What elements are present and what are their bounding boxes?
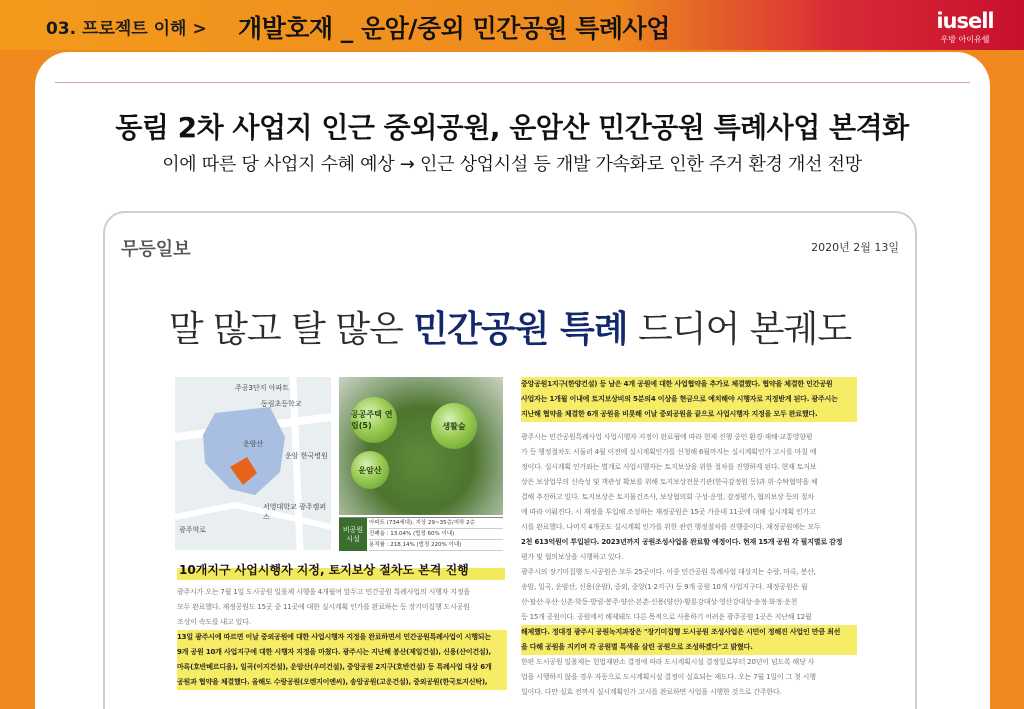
article-line-highlighted: 을 다해 공원을 지키며 각 공원별 특색을 살린 공원으로 조성하겠다"고 밝혔다. xyxy=(521,640,857,655)
title-suffix: 드디어 본궤도 xyxy=(638,309,852,350)
article-line: 산·팔산·우산·신촌·학동·방림·봉주·양산·본촌·신용(양산)·황룡강대상·영산강대상·송정·화정·운천 xyxy=(521,598,798,606)
divider xyxy=(55,82,970,83)
article-line: 광주시가 오는 7월 1일 도시공원 일몰제 시행을 4개월여 앞두고 민간공원 특례사업의 시행자 지정을 xyxy=(177,588,470,596)
article-line-bold: 2천 613억원이 투입된다. 2023년까지 공원조성사업을 완료할 예정이다. 현재 15개 공원 각 필지별로 감정 xyxy=(521,538,843,546)
article-line-highlighted: 마륵(호반베르디움), 일곡(이지건설), 운암산(우미건설), 중앙공원 2지구(호반건설) 등 특례사업 대상 6개 xyxy=(177,660,507,675)
logo-subtext: 우방 아이유쉘 xyxy=(940,35,990,44)
map-label: 운암산 xyxy=(243,440,264,448)
spec-tag: 비공원 시설 xyxy=(339,518,367,551)
section-title: 개발호재 _ 운암/중외 민간공원 특례사업 xyxy=(238,14,670,43)
title-prefix: 말 많고 탈 많은 xyxy=(168,309,403,350)
article-line-highlighted: 지난해 협약을 체결한 6개 공원을 비롯해 이날 중외공원을 끝으로 사업시행자 지정을 모두 완료했다. xyxy=(521,407,857,422)
article-line: 모두 완료했다. 재정공원도 15곳 중 11곳에 대한 실시계획 인가를 완료하는 등 장기미집행 도시공원 xyxy=(177,603,470,611)
article-line: 에 따라 이뤄진다. 시 재정을 투입해 조성하는 재정공원은 15곳 가운데 11곳에 대해 실시계획 인가고 xyxy=(521,508,816,516)
page-subheadline: 이에 따른 당 사업지 수혜 예상 → 인근 상업시설 등 개발 가속화로 인한 주거 환경 개선 전망 xyxy=(162,154,862,175)
article-line: 광주시는 민간공원특례사업 사업시행자 지정이 완료됨에 따라 현재 진행 중인 환경·재해·교통영향평 xyxy=(521,433,813,441)
article-line: 등 15개 공원이다. 공원에서 해제돼도 다른 목적으로 사용하기 어려운 광주공원 1곳은 지난해 12월 xyxy=(521,613,812,621)
article-line: 평가 및 협의보상을 시행하고 있다. xyxy=(521,553,623,561)
map-label: 서영대학교 광주캠퍼스 xyxy=(263,503,327,521)
article-subhead: 10개지구 사업시행자 지정, 토지보상 절차도 본격 진행 xyxy=(177,560,505,580)
article-line: 광주시의 장기미집행 도시공원은 모두 25곳이다. 이중 민간공원 특례사업 대상지는 수랑, 마륵, 봉산, xyxy=(521,568,816,576)
logo-wordmark: iusell xyxy=(936,9,994,33)
article-line: 일이다. 다만 실효 전까지 실시계획인가 고시를 완료하면 사업을 시행한 것으로 간주한다. xyxy=(521,688,782,696)
article-right-column xyxy=(521,377,857,700)
article-title xyxy=(105,301,915,352)
spec-row: 용적률 : 218.14% (법정 220% 이내) xyxy=(369,540,503,551)
title-highlight: 민간공원 특례 xyxy=(413,309,628,350)
article-line-highlighted: 중앙공원1지구(한양건설) 등 남은 4개 공원에 대한 사업협약을 추가로 체결했다. 협약을 체결한 민간공원 xyxy=(521,377,857,392)
article-left-column xyxy=(177,585,507,690)
spec-table xyxy=(339,517,503,550)
brand-logo[interactable] xyxy=(930,10,1000,45)
article-line-highlighted: 해제했다. 정대경 광주시 공원녹지과장은 "장기미집행 도시공원 조성사업은 시민이 정해진 사업인 만큼 최선 xyxy=(521,625,857,640)
aerial-bubble: 운암산 xyxy=(351,451,389,489)
map-label: 동림초등학교 xyxy=(261,400,302,408)
article-line: 결해 추진하고 있다. 토지보상은 토지물건조사, 보상협의회 구성·운영, 감정평가, 협의보상 등의 절차 xyxy=(521,493,814,501)
location-map xyxy=(175,377,331,550)
aerial-photo xyxy=(339,377,503,515)
article-line: 한편 도시공원 일몰제는 헌법재판소 결정에 따라 도시계획시설 결정일로부터 20년이 넘도록 해당 사 xyxy=(521,658,815,666)
page-headline: 동림 2차 사업지 인근 중외공원, 운암산 민간공원 특례사업 본격화 xyxy=(115,111,909,144)
article-line-highlighted: 9개 공원 10개 사업지구에 대한 시행자 지정을 마쳤다. 광주시는 지난해 봉산(제일건설), 신용(산이건설), xyxy=(177,645,507,660)
map-label: 광주역로 xyxy=(179,526,207,534)
article-line: 정이다. 실시계획 인가와는 별개로 사업시행자는 토지보상을 위한 절차를 진행하게 된다. 현재 토지보 xyxy=(521,463,817,471)
article-line: 상은 보상업무의 신속성 및 객관성 확보를 위해 토지보상전문기관(한국감정원 등)과 위·수탁협약을 체 xyxy=(521,478,818,486)
article-line-highlighted: 13일 광주시에 따르면 이날 중외공원에 대한 사업시행자 지정을 완료하면서 민간공원특례사업이 시행되는 xyxy=(177,630,507,645)
article-line: 업을 시행하지 않을 경우 자동으로 도시계획시설 결정이 실효되는 제도다. 오는 7월 1일이 그 첫 시행 xyxy=(521,673,816,681)
newspaper-clipping xyxy=(103,211,917,709)
article-line: 조성이 속도를 내고 있다. xyxy=(177,618,251,626)
spec-row: 건폐율 : 13.04% (법정 60% 이내) xyxy=(369,529,503,540)
newspaper-name: 무등일보 xyxy=(121,239,191,260)
article-line: 시를 완료했다. 나머지 4개곳도 실시계획 인가를 위한 관련 행정절차를 진행중이다. 재정공원에는 모두 xyxy=(521,523,821,531)
article-line: 송암, 일곡, 운암산, 신용(운암), 중외, 중앙(1·2지구) 등 9개 공원 10개 사업지구다. 재정공원은 월 xyxy=(521,583,808,591)
aerial-bubble: 공공주택 연립(5) xyxy=(351,397,397,443)
article-line-highlighted: 사업자는 1개월 이내에 토지보상비의 5분의4 이상을 현금으로 예치해야 시행자로 지정받게 된다. 광주시는 xyxy=(521,392,857,407)
article-date: 2020년 2월 13일 xyxy=(811,241,899,254)
breadcrumb-arrow: > xyxy=(192,19,207,39)
section-number: 03. 프로젝트 이해 xyxy=(46,19,187,39)
article-line-highlighted: 공원과 협약을 체결했다. 올해도 수랑공원(오렌지이엔씨), 송암공원(고운건설), 중외공원(한국토지신탁), xyxy=(177,675,507,690)
aerial-bubble: 생활숲 xyxy=(431,403,477,449)
map-label: 운암 한국병원 xyxy=(285,452,328,460)
map-label: 주공3단지 아파트 xyxy=(235,384,290,392)
section-label xyxy=(46,14,213,39)
spec-row: 아파트 (734세대), 지상 29~35층/지하 2층 xyxy=(369,518,503,529)
article-line: 가 등 행정절차도 서둘러 4월 이전에 실시계획인가를 신청해 6월까지는 실시계획인가 고시를 마칠 예 xyxy=(521,448,817,456)
